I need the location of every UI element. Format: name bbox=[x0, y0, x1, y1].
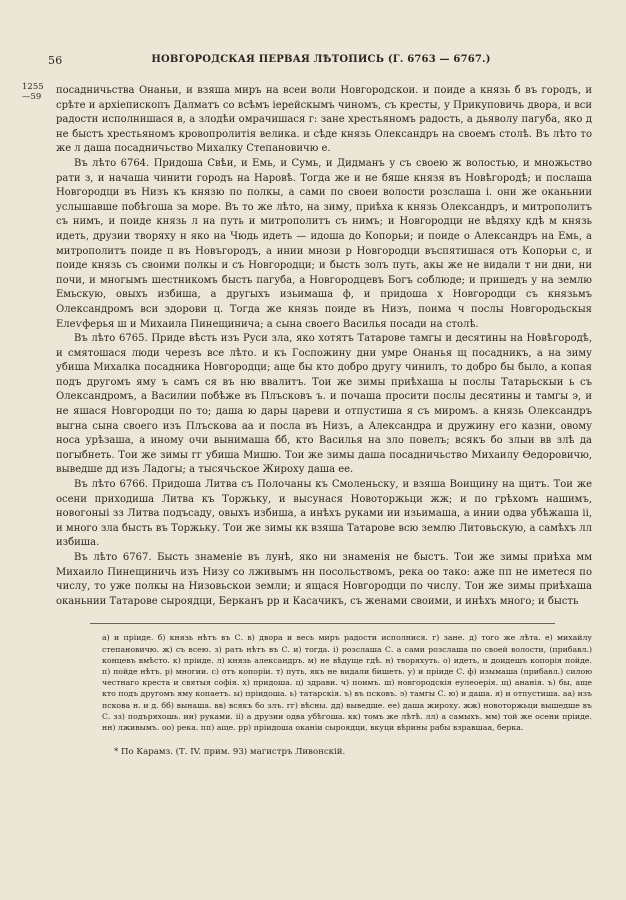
page-number: 56 bbox=[48, 54, 63, 67]
bottom-note: * По Карамз. (Т. IV. прим. 93) магистръ Ливонскій. bbox=[114, 747, 346, 758]
paragraph: Въ лѣто 6767. Бысть знаменіе въ лунѣ, яко ни знаменія не быстъ. Тои же зимы приѣха мм Михаило Пинещиничь изъ Низу со лживымъ нн посольствомъ, река оо тако: аже пп не иметеся по числу, то уже полкы на Низовьскои земли; и ящася Новгородци по числу. Тои же зимы приѣхаша оканьнии Татарове сыроядци, Берканъ рр и Касачикъ, съ женами своими, и инѣхъ много; и бысть bbox=[56, 552, 592, 607]
footnote-text: а) и прiиде. б) князь нѣтъ въ С. в) двора и весь миръ радости исполнися. г) зане. д) того же лѣта. е) михайлу степановичю. ж) съ всею. з) рать нѣтъ въ С. и) тогда. і) розслаша С. а сами розслаша по своей волости, (прибавл.) концевъ вмѣсто. к) прiиде. л) князь александръ. м) не вѣдуще гдѣ. н) творяхуть. о) идеть, и доидешъ копорiя пойде. п) пойде нѣтъ. р) многии. с) отъ копорiи. т) путь, якъ не видали бишеть. у) и прiиде С. ф) изымаша (прибавл.) силою честнаго креста и святыя софiя. х) придоша. ц) здрави. ч) поимъ. ш) новгородскiя еулеоерiя. щ) ананiя. ъ) бы, аще кто подъ другомъ яму копаетъ. ы) прiидоша. ь) татарскiя. ъ) въ псковъ. э) тамгы С. ю) и даша. я) и отпустиша. аа) изъ пскова н. и д. бб) вынаша. вв) всякъ бо злъ. гг) вѣсны. дд) выведше. ее) даша жироху. жж) новоторжьци вышедше въ С. зз) подъряхошь. ии) руками. іі) а друзии одва убѣгоша. кк) томъ же лѣтѣ. лл) а самыхъ. мм) той же осени прiиде. нн) лживымъ. оо) река. пп) аще. рр) прiидоша оканiи сыроядци, вкуци вѣрины рабы взравшаа, берка. bbox=[102, 633, 592, 732]
running-head: НОВГОРОДСКАЯ ПЕРВАЯ ЛѢТОПИСЬ (Г. 6763 — 6767.) bbox=[151, 54, 491, 65]
footnote-divider bbox=[90, 623, 555, 624]
paragraph: посадничьства Онаньи, и взяша миръ на всеи воли Новгородскои. и поиде а князь б въ городъ, и срѣте и архіепископъ Далматъ со всѣмъ іерейскымъ чиномъ, съ кресты, у Прикуповичь двора, и вси радости исполнишася в, а злодѣи омрачишася г: зане хрестьяномъ радость, а дьяволу пагуба, яко д не быстъ хрестьяномъ кровопролитія велика. и сѣде князь Олександръ на своемъ столѣ. Въ лѣто то же л дaша посадничьство Михалку Степановичю е. bbox=[56, 85, 592, 155]
margin-years: 1255 —59 bbox=[22, 82, 44, 102]
paragraph: Въ лѣто 6766. Придоша Литва съ Полочаны къ Смоленьску, и взяша Воищину на щитъ. Тои же осени приходиша Литва къ Торжьку, и высунася Новоторжьци жж; и по грѣхомъ нашимъ, новогоныі зз Литва подъсаду, овыхъ избиша, а инѣхъ руками ии изьимаша, а инии одва убѣжаша іі, и много зла бысть въ Торжьку. Тои же зимы кк взяша Татарове всю землю Литовьскую, а самѣхъ лл избиша. bbox=[56, 479, 592, 549]
page-header bbox=[44, 44, 598, 66]
chronicle-text bbox=[56, 84, 592, 609]
paragraph: Въ лѣто 6764. Придоша Свѣи, и Емь, и Сумь, и Дидманъ у съ своею ж волостью, и множьство рати з, и начаша чинити городъ на Наровѣ. Тогда же и не бяше князя въ Новѣгородѣ; и послаша Новгородци въ Низъ къ князю по полкы, а сами по своеи волости розслаша і. они же оканьнии услышавше побѣгоша за море. Въ то же лѣто, на зиму, приѣха к князь Олександръ, и митрополитъ съ нимъ, и поиде князь л на путь и митрополитъ съ нимъ; и Новгородци не вѣдяху кдѣ м князь идеть, друзии творяху н яко на Чюдь идеть — идоша до Копорьи; и поиде о Александръ на Емь, а митрополитъ поиде п въ Новъгородъ, а инии мнози р Новгородци въспятишася отъ Копорьи с, и поиде князь съ своими полкы и съ Новгородци; и бысть золъ путь, акы же не видали т ни дни, ни почи, и многымъ шестникомъ бысть пагуба, а Новгородцевъ Богъ соблюде; и пришедъ у на землю Емьскую, овыхъ избиша, а другыхъ изьимаша ф, и придоша х Новгородци съ князьмъ Олександромъ вси здорови ц. Тогда же князь поиде въ Низъ, поима ч послы Новгородьскыя Елеѵферья ш и Михаила Пинещинича; а сына своего Василья посади на столѣ. bbox=[56, 157, 592, 330]
paragraph: Въ лѣто 6765. Приде вѣсть изъ Руси зла, яко хотятъ Татарове тамгы и десятины на Новѣгородѣ, и смятошася люди черезъ все лѣто. и къ Госпожину дни умре Онанья щ посадникъ, а на зиму убиша Михалка посадника Новгородци; аще бы кто добро другу чинилъ, то добро бы было, а копая подъ другомъ яму ъ самъ ся въ ню ввалитъ. Тои же зимы приѣхаша ы послы Татарьскыи ь съ Олександромъ, а Василии побѣже въ Плъсковъ ъ. и почаша просити послы десятины и тамгы э, и не яшася Новгородци по то; даша ю дары цареви и отпустиша я съ миромъ. а князь Олександръ выгна сына своего изъ Плъскова аа и посла въ Низъ, а Александра и дружину его казни, овому носа урѣзаша, а иному очи вынимаша бб, кто Василья на зло повелъ; всякъ бо злыи вв злѣ да погыбнеть. Тои же зимы гг убиша Мишю. Тои же зимы даша посадничьство Михаилу Ѳедоровичю, выведше дд изъ Ладогы; а тысячьское Жироху даша ее. bbox=[56, 333, 592, 476]
footnotes bbox=[102, 632, 592, 733]
